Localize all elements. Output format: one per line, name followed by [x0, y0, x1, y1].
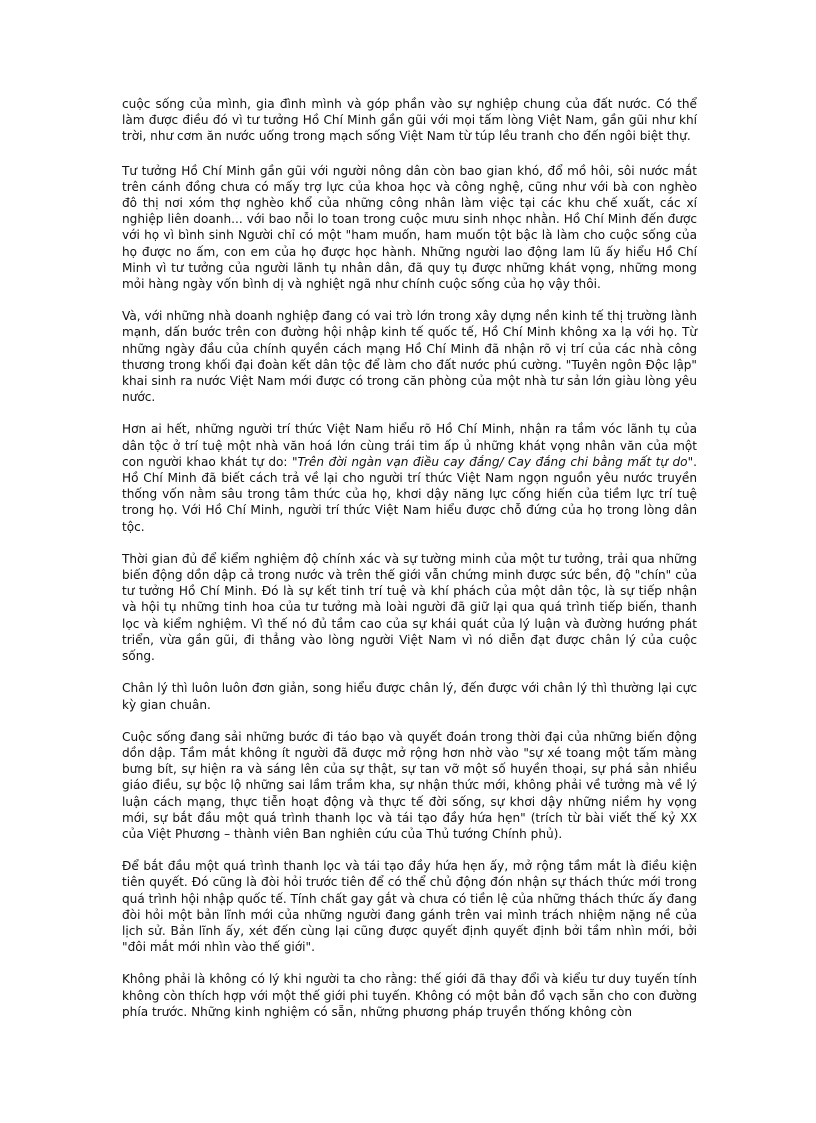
paragraph-7: Cuộc sống đang sải những bước đi táo bạo và quyết đoán trong thời đại của những biến động dồn dập. Tầm mắt không ít người đã được mở rộng hơn nhờ vào "sự xé toang một tấm màng bưng bít, sự hiện ra và sáng lên của sự thật, sự tan vỡ một số huyền thoại, sự phá sản nhiều giáo điều, sự bộc lộ những sai lầm trầm kha, sự nhận thức mới, không phải về tưởng mà về lý luận cách mạng, thực tiễn hoạt động và thực tế đời sống, sự khơi dậy những niềm hy vọng mới, sự bắt đầu một quá trình thanh lọc và tái tạo đầy hứa hẹn" (trích từ bài viết thế kỷ XX của Việt Phương – thành viên Ban nghiên cứu của Thủ tướng Chính phủ).	[122, 729, 697, 841]
paragraph-3: Và, với những nhà doanh nghiệp đang có vai trò lớn trong xây dựng nền kinh tế thị trường lành mạnh, dấn bước trên con đường hội nhập kinh tế quốc tế, Hồ Chí Minh không xa lạ với họ. Từ những ngày đầu của chính quyền cách mạng Hồ Chí Minh đã nhận rõ vị trí của các nhà công thương trong khối đại đoàn kết dân tộc để làm cho đất nước phú cường. "Tuyên ngôn Độc lập" khai sinh ra nước Việt Nam mới được có trong căn phòng của một nhà tư sản lớn giàu lòng yêu nước.	[122, 309, 697, 405]
paragraph-4	[122, 421, 697, 534]
poem-quote: "Trên đời ngàn vạn điều cay đắng/ Cay đắng chi bằng mất tự do"	[291, 454, 694, 469]
paragraph-9: Không phải là không có lý khi người ta cho rằng: thế giới đã thay đổi và kiểu tư duy tuyến tính không còn thích hợp với một thế giới phi tuyến. Không có một bản đồ vạch sẵn cho con đường phía trước. Những kinh nghiệm có sẵn, những phương pháp truyền thống không còn	[122, 972, 697, 1019]
paragraph-4-text-before: Hơn ai hết, những người trí thức Việt Nam hiểu rõ Hồ Chí Minh, nhận ra tầm vóc lãnh tụ của dân tộc ở trí tuệ một nhà văn hoá lớn cùng trái tim ấp ủ những khát vọng nhân văn của một con người khao khát tự do:	[122, 422, 697, 469]
document-page	[122, 96, 697, 1036]
paragraph-6: Chân lý thì luôn luôn đơn giản, song hiểu được chân lý, đến được với chân lý thì thường lại cực kỳ gian chuân.	[122, 681, 697, 712]
paragraph-5: Thời gian đủ để kiểm nghiệm độ chính xác và sự tường minh của một tư tưởng, trải qua những biến động dồn dập cả trong nước và trên thế giới vẫn chứng minh được sức bền, độ "chín" của tư tưởng Hồ Chí Minh. Đó là sự kết tinh trí tuệ và khí phách của một dân tộc, là sự tiếp nhận và hội tụ những tinh hoa của tư tưởng mà loài người đã giữ lại qua quá trình tiếp biến, thanh lọc và kiểm nghiệm. Vì thế nó đủ tầm cao của sự khái quát của lý luận và đường hướng phát triển, vừa gần gũi, đi thẳng vào lòng người Việt Nam vì nó diễn đạt được chân lý của cuộc sống.	[122, 551, 697, 664]
paragraph-2: Tư tưởng Hồ Chí Minh gần gũi với người nông dân còn bao gian khó, đổ mồ hôi, sôi nước mắt trên cánh đồng chưa có mấy trợ lực của khoa học và công nghệ, cũng như với bà con nghèo đô thị nơi xóm thợ nghèo khổ của những công nhân làm việc tại các khu chế xuất, các xí nghiệp liên doanh... với bao nỗi lo toan trong cuộc mưu sinh nhọc nhằn. Hồ Chí Minh đến được với họ vì bình sinh Người chỉ có một "ham muốn, ham muốn tột bậc là làm cho cuộc sống của họ được no ấm, con em của họ được học hành. Những người lao động lam lũ ấy hiểu Hồ Chí Minh vì tư tưởng của người lãnh tụ nhân dân, đã quy tụ được những khát vọng, những mong mỏi hàng ngày vốn bình dị và nghiệt ngã như chính cuộc sống của họ vậy thôi.	[122, 163, 697, 292]
paragraph-4-text-after: . Hồ Chí Minh đã biết cách trả về lại cho người trí thức Việt Nam ngọn nguồn yêu nước truyền thống vốn nằm sâu trong tâm thức của họ, khơi dậy năng lực cống hiến của tiềm lực trí tuệ trong họ. Với Hồ Chí Minh, người trí thức Việt Nam hiểu được chỗ đứng của họ trong lòng dân tộc.	[122, 454, 697, 534]
paragraph-1: cuộc sống của mình, gia đình mình và góp phần vào sự nghiệp chung của đất nước. Có thể làm được điều đó vì tư tưởng Hồ Chí Minh gần gũi với mọi tấm lòng Việt Nam, gần gũi như khí trời, như cơm ăn nước uống trong mạch sống Việt Nam từ túp lều tranh cho đến ngôi biệt thự.	[122, 97, 697, 144]
paragraph-8: Để bắt đầu một quá trình thanh lọc và tái tạo đầy hứa hẹn ấy, mở rộng tầm mắt là điều kiện tiên quyết. Đó cũng là đòi hỏi trước tiên để có thể chủ động đón nhận sự thách thức mới trong quá trình hội nhập quốc tế. Tính chất gay gắt và chưa có tiền lệ của những thách thức ấy đang đòi hỏi một bản lĩnh mới của những người đang gánh trên vai mình trách nhiệm nặng nề của lịch sử. Bản lĩnh ấy, xét đến cùng lại cũng được quyết định quyết định bởi tầm nhìn mới, bởi "đôi mắt mới nhìn vào thế giới".	[122, 859, 697, 955]
